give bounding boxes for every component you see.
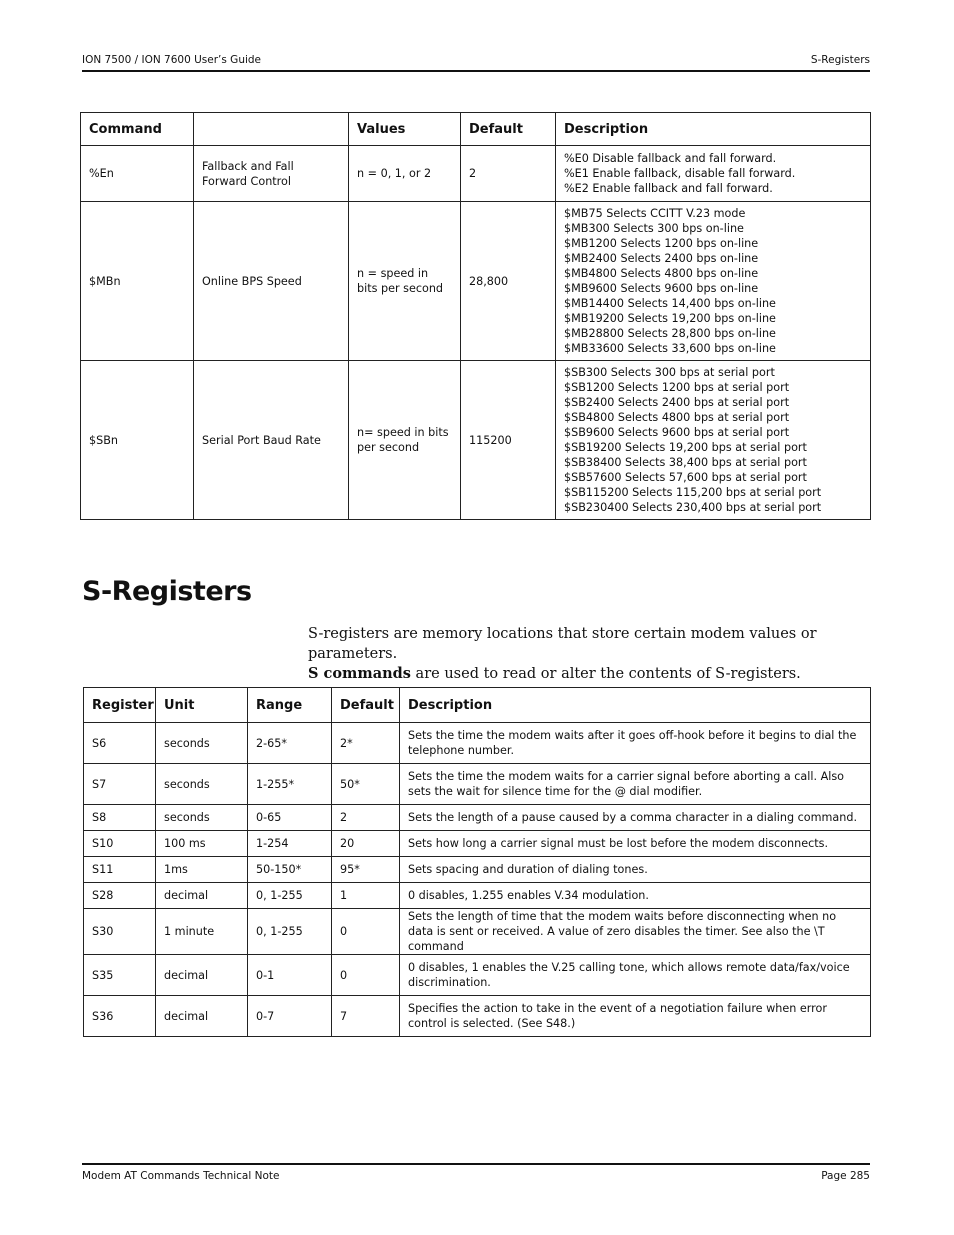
column-header: Default (461, 113, 556, 146)
description-line: $MB2400 Selects 2400 bps on-line (564, 252, 759, 265)
description-cell: Sets the length of a pause caused by a comma character in a dialing command. (400, 805, 871, 831)
column-header: Description (400, 688, 871, 723)
intro-text: are used to read or alter the contents of S-registers. (410, 666, 801, 682)
page-footer (82, 1163, 870, 1185)
table-row (84, 909, 871, 955)
description-cell: Sets the length of time that the modem waits before disconnecting when no data is sent or received. A value of zero disables the timer. See also the \T command (400, 909, 871, 955)
default-cell: 0 (332, 955, 400, 996)
description-line: $SB19200 Selects 19,200 bps at serial port (564, 441, 807, 454)
name-cell: Serial Port Baud Rate (194, 361, 349, 520)
description-line: $SB300 Selects 300 bps at serial port (564, 366, 775, 379)
default-cell: 20 (332, 831, 400, 857)
register-cell: S11 (84, 857, 156, 883)
page-header (82, 52, 870, 72)
column-header: Range (248, 688, 332, 723)
description-line: $SB38400 Selects 38,400 bps at serial port (564, 456, 807, 469)
intro-text: S-registers are memory locations that store certain modem values or parameters. (308, 626, 817, 662)
footer-doc-title: Modem AT Commands Technical Note (82, 1170, 280, 1182)
range-cell: 0-7 (248, 996, 332, 1037)
description-cell (556, 146, 871, 202)
description-cell: Sets how long a carrier signal must be lost before the modem disconnects. (400, 831, 871, 857)
unit-cell: 1ms (156, 857, 248, 883)
header-doc-title: ION 7500 / ION 7600 User’s Guide (82, 54, 262, 66)
command-cell: $SBn (81, 361, 194, 520)
register-cell: S30 (84, 909, 156, 955)
table-row (84, 805, 871, 831)
table-row (84, 723, 871, 764)
name-cell: Online BPS Speed (194, 202, 349, 361)
register-cell: S36 (84, 996, 156, 1037)
values-cell: n = speed in bits per second (349, 202, 461, 361)
description-line: $SB9600 Selects 9600 bps at serial port (564, 426, 790, 439)
table-row (81, 202, 871, 361)
column-header: Command (81, 113, 194, 146)
unit-cell: seconds (156, 723, 248, 764)
default-cell: 50* (332, 764, 400, 805)
table-row (84, 764, 871, 805)
unit-cell: decimal (156, 883, 248, 909)
range-cell: 2-65* (248, 723, 332, 764)
section-title: S-Registers (82, 576, 252, 607)
description-cell: 0 disables, 1.255 enables V.34 modulation. (400, 883, 871, 909)
description-line: $MB19200 Selects 19,200 bps on-line (564, 312, 776, 325)
table-row (81, 361, 871, 520)
intro-bold-term: S commands (308, 665, 411, 682)
register-cell: S35 (84, 955, 156, 996)
unit-cell: seconds (156, 764, 248, 805)
register-cell: S28 (84, 883, 156, 909)
column-header: Unit (156, 688, 248, 723)
description-line: $MB9600 Selects 9600 bps on-line (564, 282, 759, 295)
default-cell: 28,800 (461, 202, 556, 361)
default-cell: 1 (332, 883, 400, 909)
values-cell: n= speed in bits per second (349, 361, 461, 520)
column-header: Description (556, 113, 871, 146)
register-cell: S8 (84, 805, 156, 831)
column-header (194, 113, 349, 146)
description-cell (556, 202, 871, 361)
range-cell: 0, 1-255 (248, 909, 332, 955)
table-row (84, 831, 871, 857)
register-cell: S7 (84, 764, 156, 805)
description-line: $MB33600 Selects 33,600 bps on-line (564, 342, 776, 355)
description-line: $MB1200 Selects 1200 bps on-line (564, 237, 759, 250)
description-line: %E2 Enable fallback and fall forward. (564, 182, 773, 195)
table-row (84, 955, 871, 996)
command-cell: %En (81, 146, 194, 202)
column-header: Default (332, 688, 400, 723)
register-cell: S10 (84, 831, 156, 857)
description-line: %E1 Enable fallback, disable fall forward. (564, 167, 796, 180)
description-cell: Specifies the action to take in the event of a negotiation failure when error control is selected. (See S48.) (400, 996, 871, 1037)
table-row (81, 146, 871, 202)
unit-cell: 100 ms (156, 831, 248, 857)
register-cell: S6 (84, 723, 156, 764)
description-cell: 0 disables, 1 enables the V.25 calling tone, which allows remote data/fax/voice discrimination. (400, 955, 871, 996)
default-cell: 2 (461, 146, 556, 202)
range-cell: 1-255* (248, 764, 332, 805)
default-cell: 7 (332, 996, 400, 1037)
description-line: $MB4800 Selects 4800 bps on-line (564, 267, 759, 280)
description-cell: Sets spacing and duration of dialing tones. (400, 857, 871, 883)
range-cell: 0, 1-255 (248, 883, 332, 909)
description-line: $SB2400 Selects 2400 bps at serial port (564, 396, 790, 409)
unit-cell: decimal (156, 955, 248, 996)
default-cell: 2 (332, 805, 400, 831)
range-cell: 1-254 (248, 831, 332, 857)
description-line: $SB230400 Selects 230,400 bps at serial port (564, 501, 822, 514)
description-line: $MB28800 Selects 28,800 bps on-line (564, 327, 776, 340)
description-line: %E0 Disable fallback and fall forward. (564, 152, 777, 165)
at-command-table (80, 112, 871, 520)
page-number: Page 285 (821, 1170, 870, 1182)
range-cell: 50-150* (248, 857, 332, 883)
description-line: $MB300 Selects 300 bps on-line (564, 222, 744, 235)
unit-cell: 1 minute (156, 909, 248, 955)
header-section-name: S-Registers (810, 54, 870, 66)
unit-cell: seconds (156, 805, 248, 831)
description-line: $MB75 Selects CCITT V.23 mode (564, 207, 746, 220)
description-line: $SB57600 Selects 57,600 bps at serial port (564, 471, 807, 484)
description-line: $SB4800 Selects 4800 bps at serial port (564, 411, 790, 424)
table-header-row (81, 113, 871, 146)
default-cell: 115200 (461, 361, 556, 520)
table-row (84, 883, 871, 909)
register-table-body (84, 723, 871, 1037)
table-row (84, 857, 871, 883)
default-cell: 2* (332, 723, 400, 764)
default-cell: 0 (332, 909, 400, 955)
unit-cell: decimal (156, 996, 248, 1037)
column-header: Values (349, 113, 461, 146)
description-cell: Sets the time the modem waits for a carrier signal before aborting a call. Also sets the wait for silence time for the @ dial modifier. (400, 764, 871, 805)
values-cell: n = 0, 1, or 2 (349, 146, 461, 202)
description-line: $MB14400 Selects 14,400 bps on-line (564, 297, 776, 310)
s-register-table (83, 687, 871, 1037)
description-line: $SB1200 Selects 1200 bps at serial port (564, 381, 790, 394)
default-cell: 95* (332, 857, 400, 883)
description-cell (556, 361, 871, 520)
description-cell: Sets the time the modem waits after it goes off-hook before it begins to dial the telephone number. (400, 723, 871, 764)
name-cell: Fallback and Fall Forward Control (194, 146, 349, 202)
table-row (84, 996, 871, 1037)
command-cell: $MBn (81, 202, 194, 361)
description-line: $SB115200 Selects 115,200 bps at serial port (564, 486, 822, 499)
range-cell: 0-1 (248, 955, 332, 996)
table-header-row (84, 688, 871, 723)
column-header: Register (84, 688, 156, 723)
range-cell: 0-65 (248, 805, 332, 831)
section-intro (308, 625, 878, 685)
